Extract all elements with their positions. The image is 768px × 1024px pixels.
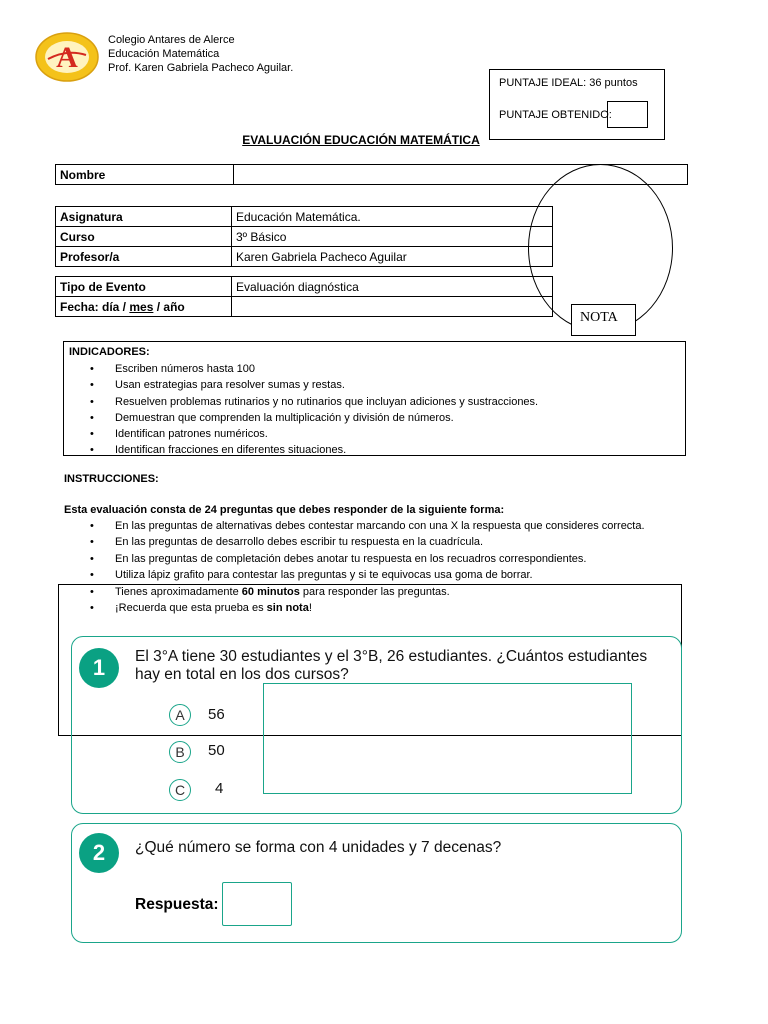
curso-value: 3º Básico: [232, 227, 553, 247]
indicator-item: • Usan estrategias para resolver sumas y restas.: [64, 377, 685, 393]
school-name: Colegio Antares de Alerce: [108, 34, 235, 46]
question-2-text: ¿Qué número se forma con 4 unidades y 7 decenas?: [135, 839, 502, 856]
indicator-item: • Identifican fracciones en diferentes situaciones.: [64, 442, 685, 458]
indicator-item: • Resuelven problemas rutinarios y no rutinarios que incluyan adiciones y sustracciones.: [64, 394, 685, 410]
instruction-item: • En las preguntas de completación debes anotar tu respuesta en los recuadros correspondientes.: [64, 551, 704, 567]
indicators-heading: INDICADORES:: [69, 346, 150, 358]
option-b-value: 50: [208, 742, 225, 759]
instruction-item-time: • Tienes aproximadamente 60 minutos para responder las preguntas.: [64, 584, 674, 600]
subject-table: [55, 206, 553, 267]
question-2-number: 2: [79, 833, 119, 873]
option-c-circle[interactable]: C: [169, 779, 191, 801]
answer-field[interactable]: [222, 882, 292, 926]
indicator-item: • Escriben números hasta 100: [64, 361, 685, 377]
fecha-field[interactable]: [232, 297, 553, 317]
profesor-label: Profesor/a: [56, 247, 232, 267]
nombre-label: Nombre: [56, 165, 234, 185]
instruction-item-remember: • ¡Recuerda que esta prueba es sin nota!: [64, 600, 674, 616]
question-1-work-area[interactable]: [263, 683, 632, 794]
instructions-list: [64, 518, 704, 583]
teacher-name: Prof. Karen Gabriela Pacheco Aguilar.: [108, 62, 294, 74]
tipo-label: Tipo de Evento: [56, 277, 232, 297]
department: Educación Matemática: [108, 48, 220, 60]
obtained-score-label: PUNTAJE OBTENIDO:: [499, 109, 612, 121]
page-title: EVALUACIÓN EDUCACIÓN MATEMÁTICA: [242, 133, 480, 147]
school-logo: [34, 31, 100, 83]
score-box: [489, 69, 665, 140]
answer-label: Respuesta:: [135, 896, 219, 913]
instructions-intro: Esta evaluación consta de 24 preguntas que debes responder de la siguiente forma:: [64, 504, 505, 516]
instructions-list-2: [64, 584, 674, 617]
tipo-value: Evaluación diagnóstica: [232, 277, 553, 297]
option-b-circle[interactable]: B: [169, 741, 191, 763]
indicator-item: • Identifican patrones numéricos.: [64, 426, 685, 442]
asignatura-label: Asignatura: [56, 207, 232, 227]
instructions-heading: INSTRUCCIONES:: [64, 473, 159, 485]
instruction-item: • En las preguntas de alternativas debes contestar marcando con una X la respuesta que consideres correcta.: [64, 518, 704, 534]
nota-label: NOTA: [571, 304, 636, 336]
ideal-score: PUNTAJE IDEAL: 36 puntos: [499, 77, 638, 89]
fecha-label: Fecha: día / mes / año: [56, 297, 232, 317]
option-a-circle[interactable]: A: [169, 704, 191, 726]
asignatura-value: Educación Matemática.: [232, 207, 553, 227]
option-a-value: 56: [208, 706, 225, 723]
instruction-item: • En las preguntas de desarrollo debes escribir tu respuesta en la cuadrícula.: [64, 534, 704, 550]
obtained-score-field[interactable]: [607, 101, 648, 128]
indicators-box: [63, 341, 686, 456]
question-1-text: El 3°A tiene 30 estudiantes y el 3°B, 26 estudiantes. ¿Cuántos estudiantes hay en total en los dos cursos?: [135, 648, 648, 683]
question-1-number: 1: [79, 648, 119, 688]
event-table: [55, 276, 553, 317]
instruction-item: • Utiliza lápiz grafito para contestar las preguntas y si te equivocas usa goma de borrar.: [64, 567, 704, 583]
option-c-value: 4: [215, 780, 224, 797]
school-header: [108, 33, 293, 75]
indicator-item: • Demuestran que comprenden la multiplicación y división de números.: [64, 410, 685, 426]
profesor-value: Karen Gabriela Pacheco Aguilar: [232, 247, 553, 267]
logo-letter: A: [56, 41, 78, 74]
curso-label: Curso: [56, 227, 232, 247]
